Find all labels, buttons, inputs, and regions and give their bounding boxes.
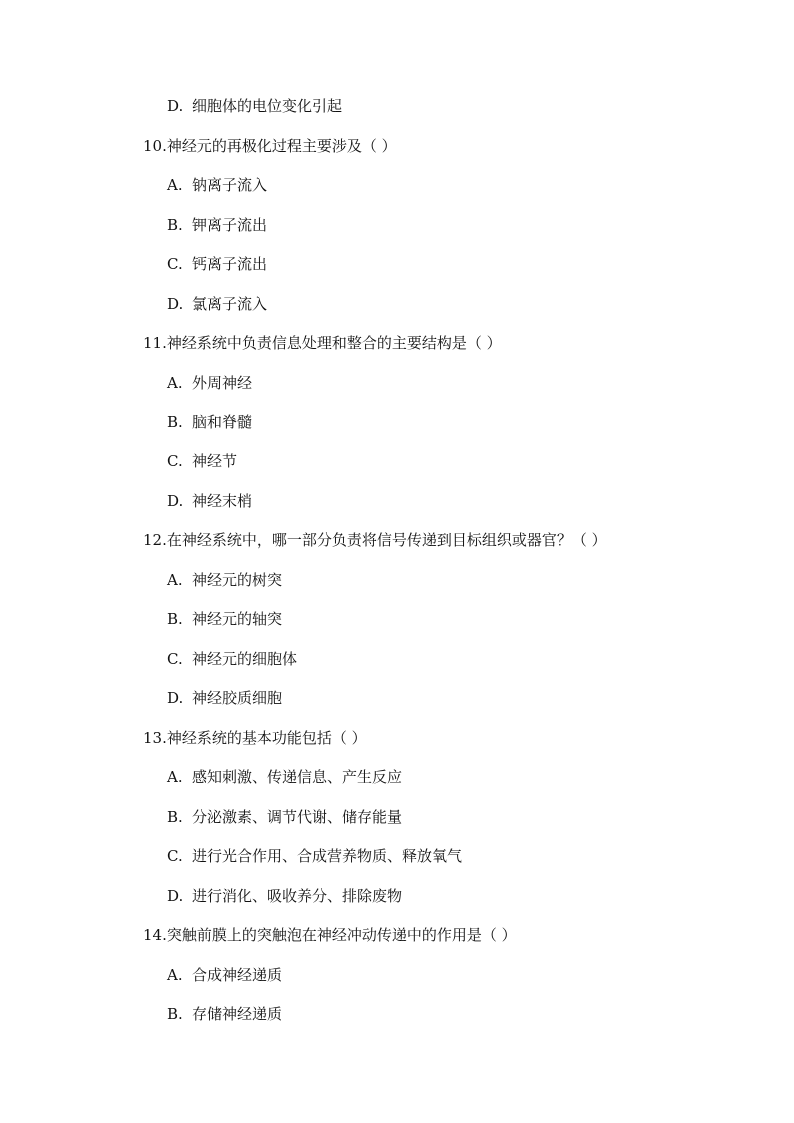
option-line	[167, 807, 402, 827]
option-letter: D.	[167, 689, 184, 707]
option-line	[167, 294, 267, 314]
option-line	[167, 570, 282, 590]
option-letter: C.	[167, 255, 183, 273]
option-letter: D.	[167, 492, 184, 510]
question-stem: 13.神经系统的基本功能包括（ ）	[143, 729, 367, 747]
option-letter: D.	[167, 887, 184, 905]
option-letter: A.	[167, 571, 183, 589]
option-text: 进行光合作用、合成营养物质、释放氧气	[192, 847, 463, 865]
option-letter: C.	[167, 847, 183, 865]
option-text: 细胞体的电位变化引起	[192, 97, 343, 115]
option-line	[167, 96, 342, 116]
option-letter: A.	[167, 176, 183, 194]
option-line	[167, 175, 267, 195]
option-letter: B.	[167, 216, 183, 234]
option-line	[167, 451, 237, 471]
option-text: 钠离子流入	[192, 176, 268, 194]
option-text: 神经元的细胞体	[192, 650, 298, 668]
option-text: 钾离子流出	[192, 216, 268, 234]
option-text: 神经元的树突	[192, 571, 283, 589]
option-letter: D.	[167, 97, 184, 115]
option-line	[167, 1004, 282, 1024]
option-line	[167, 846, 462, 866]
option-text: 存储神经递质	[192, 1005, 283, 1023]
option-line	[167, 412, 252, 432]
option-line	[167, 688, 282, 708]
question-stem: 10.神经元的再极化过程主要涉及（ ）	[143, 137, 397, 155]
option-letter: B.	[167, 610, 183, 628]
option-text: 合成神经递质	[192, 966, 283, 984]
option-text: 进行消化、吸收养分、排除废物	[192, 887, 403, 905]
option-text: 神经末梢	[192, 492, 253, 510]
option-text: 神经胶质细胞	[192, 689, 283, 707]
question-stem: 11.神经系统中负责信息处理和整合的主要结构是（ ）	[143, 334, 502, 352]
option-line	[167, 649, 297, 669]
option-text: 钙离子流出	[192, 255, 268, 273]
option-line	[167, 254, 267, 274]
option-line	[167, 491, 252, 511]
option-letter: A.	[167, 768, 183, 786]
option-line	[167, 215, 267, 235]
option-letter: A.	[167, 966, 183, 984]
question-stem: 12.在神经系统中，哪一部分负责将信号传递到目标组织或器官？（ ）	[143, 531, 607, 549]
option-letter: C.	[167, 452, 183, 470]
question-stem: 14.突触前膜上的突触泡在神经冲动传递中的作用是（ ）	[143, 926, 517, 944]
option-line	[167, 767, 402, 787]
option-text: 神经元的轴突	[192, 610, 283, 628]
option-text: 外周神经	[192, 374, 253, 392]
option-letter: A.	[167, 374, 183, 392]
option-line	[167, 373, 252, 393]
option-text: 氯离子流入	[192, 295, 268, 313]
option-line	[167, 886, 402, 906]
option-letter: C.	[167, 650, 183, 668]
option-letter: B.	[167, 808, 183, 826]
option-text: 分泌激素、调节代谢、储存能量	[192, 808, 403, 826]
option-letter: B.	[167, 1005, 183, 1023]
option-text: 感知刺激、传递信息、产生反应	[192, 768, 403, 786]
option-text: 脑和脊髓	[192, 413, 253, 431]
option-letter: B.	[167, 413, 183, 431]
option-line	[167, 609, 282, 629]
option-letter: D.	[167, 295, 184, 313]
option-text: 神经节	[192, 452, 238, 470]
option-line	[167, 965, 282, 985]
